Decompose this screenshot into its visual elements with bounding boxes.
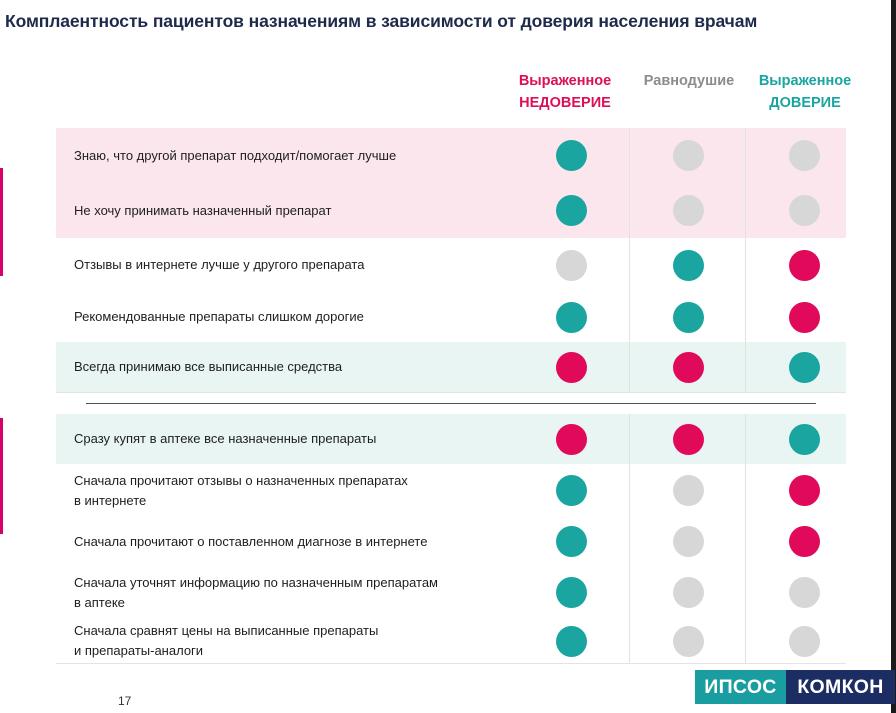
table-row bbox=[56, 619, 846, 664]
slide-title: Комплаентность пациентов назначениям в зависимости от доверия населения врачам bbox=[5, 11, 758, 31]
matrix-cell bbox=[745, 517, 862, 566]
matrix-cell bbox=[513, 342, 629, 392]
matrix-cell bbox=[629, 619, 746, 663]
column-header-line2: НЕДОВЕРИЕ bbox=[519, 95, 611, 111]
page-number: 17 bbox=[118, 694, 132, 708]
row-label: Сначала прочитают отзывы о назначенных препаратах в интернете bbox=[74, 472, 408, 508]
column-header-indifference bbox=[630, 70, 748, 92]
matrix-cell bbox=[513, 414, 629, 464]
status-dot-grey bbox=[789, 577, 820, 608]
row-label: Сначала прочитают о поставленном диагнозе в интернете bbox=[74, 533, 428, 549]
window-edge bbox=[891, 0, 896, 713]
status-dot-grey bbox=[556, 250, 587, 281]
status-dot-pink bbox=[556, 352, 587, 383]
status-dot-teal bbox=[556, 626, 587, 657]
matrix-cell bbox=[629, 238, 746, 292]
left-accent-bar bbox=[0, 418, 3, 534]
status-dot-pink bbox=[789, 526, 820, 557]
matrix-cell bbox=[745, 342, 862, 392]
status-dot-grey bbox=[789, 195, 820, 226]
column-header-line1: Равнодушие bbox=[643, 73, 735, 89]
table-row bbox=[56, 566, 846, 620]
status-dot-grey bbox=[673, 140, 704, 171]
status-dot-grey bbox=[673, 526, 704, 557]
matrix-cell bbox=[629, 292, 746, 342]
matrix-cell bbox=[745, 414, 862, 464]
left-accent-bar bbox=[0, 168, 3, 276]
matrix-cell bbox=[629, 464, 746, 517]
logo-part-ipsos: ИПСОС bbox=[695, 670, 786, 704]
status-dot-teal bbox=[673, 302, 704, 333]
table-row bbox=[56, 342, 846, 393]
matrix-cell bbox=[745, 464, 862, 517]
status-dot-grey bbox=[673, 195, 704, 226]
status-dot-grey bbox=[789, 626, 820, 657]
matrix-cell bbox=[513, 619, 629, 663]
table-row bbox=[56, 238, 846, 293]
row-label: Сначала уточнят информацию по назначенным препаратам в аптеке bbox=[74, 574, 438, 610]
matrix-cell bbox=[745, 566, 862, 619]
row-label: Отзывы в интернете лучше у другого препарата bbox=[74, 257, 365, 272]
status-dot-teal bbox=[673, 250, 704, 281]
matrix-cell bbox=[513, 292, 629, 342]
matrix-cell bbox=[513, 517, 629, 566]
matrix-cell bbox=[745, 238, 862, 292]
section-divider bbox=[86, 403, 816, 404]
column-header-line1: Выраженное bbox=[758, 73, 852, 89]
matrix-cell bbox=[513, 566, 629, 619]
matrix-cell bbox=[513, 183, 629, 238]
matrix-cell bbox=[513, 128, 629, 183]
row-label: Рекомендованные препараты слишком дорогие bbox=[74, 309, 364, 324]
status-dot-pink bbox=[789, 302, 820, 333]
matrix-cell bbox=[629, 128, 746, 183]
status-dot-teal bbox=[556, 302, 587, 333]
matrix-cell bbox=[629, 342, 746, 392]
status-dot-teal bbox=[556, 195, 587, 226]
table-row bbox=[56, 414, 846, 465]
status-dot-grey bbox=[673, 626, 704, 657]
status-dot-teal bbox=[556, 140, 587, 171]
matrix-cell bbox=[629, 566, 746, 619]
matrix-cell bbox=[513, 238, 629, 292]
row-label: Не хочу принимать назначенный препарат bbox=[74, 202, 332, 218]
matrix-cell bbox=[745, 128, 862, 183]
matrix-cell bbox=[745, 619, 862, 663]
row-label: Сразу купят в аптеке все назначенные препараты bbox=[74, 431, 377, 446]
status-dot-pink bbox=[789, 250, 820, 281]
status-dot-pink bbox=[673, 424, 704, 455]
table-row bbox=[56, 517, 846, 567]
status-dot-pink bbox=[673, 352, 704, 383]
status-dot-grey bbox=[673, 475, 704, 506]
status-dot-teal bbox=[789, 424, 820, 455]
table-row bbox=[56, 183, 846, 239]
ipsos-comcon-logo bbox=[695, 670, 895, 704]
table-row bbox=[56, 464, 846, 518]
status-dot-pink bbox=[556, 424, 587, 455]
row-label: Сначала сравнят цены на выписанные препараты и препараты-аналоги bbox=[74, 623, 379, 658]
logo-part-comcon: КОМКОН bbox=[786, 670, 895, 704]
column-header-distrust bbox=[500, 70, 630, 114]
matrix-cell bbox=[629, 414, 746, 464]
column-header-line1: Выраженное bbox=[518, 73, 612, 89]
matrix-cell bbox=[745, 292, 862, 342]
matrix-cell bbox=[629, 517, 746, 566]
row-label: Знаю, что другой препарат подходит/помогает лучше bbox=[74, 147, 397, 163]
status-dot-teal bbox=[789, 352, 820, 383]
status-dot-pink bbox=[789, 475, 820, 506]
column-header-line2: ДОВЕРИЕ bbox=[769, 95, 841, 111]
status-dot-teal bbox=[556, 475, 587, 506]
status-dot-teal bbox=[556, 577, 587, 608]
matrix-cell bbox=[745, 183, 862, 238]
status-dot-teal bbox=[556, 526, 587, 557]
column-header-trust bbox=[746, 70, 864, 114]
matrix-cell bbox=[629, 183, 746, 238]
row-label: Всегда принимаю все выписанные средства bbox=[74, 359, 343, 374]
matrix-cell bbox=[513, 464, 629, 517]
table-row bbox=[56, 128, 846, 184]
status-dot-grey bbox=[673, 577, 704, 608]
table-row bbox=[56, 292, 846, 343]
status-dot-grey bbox=[789, 140, 820, 171]
